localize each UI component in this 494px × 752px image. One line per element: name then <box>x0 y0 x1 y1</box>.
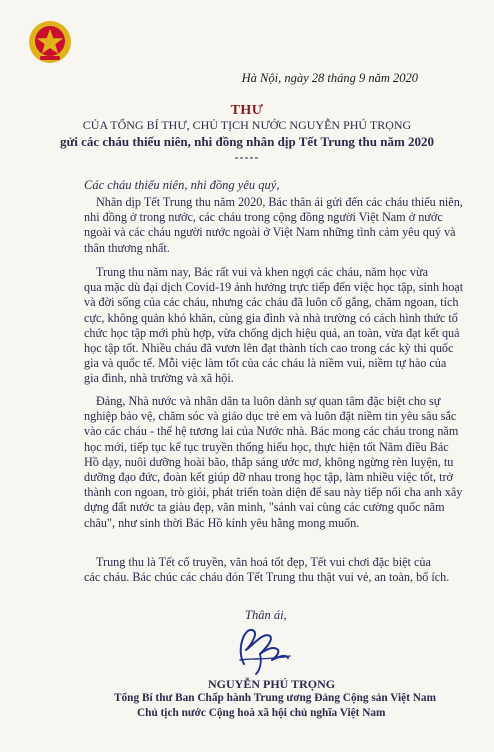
paragraph-line: ngoài và các cháu người nước ngoài ở Việt Nam những tình cảm yêu quý và <box>84 225 456 240</box>
national-emblem-icon <box>28 20 72 64</box>
paragraph-3 <box>84 394 463 531</box>
paragraph-line: Trung thu năm nay, Bác rất vui và khen ngợi các cháu, năm học vừa <box>96 265 428 279</box>
letter-subtitle-recipients: gửi các cháu thiếu niên, nhi đồng nhân dịp Tết Trung thu năm 2020 <box>59 134 435 149</box>
signer-name: NGUYỄN PHÚ TRỌNG <box>208 677 336 691</box>
paragraph-line: học tập tốt. Nhiều cháu đã vươn lên đạt thành tích cao trong các kỳ thi quốc <box>84 341 454 356</box>
paragraph-line: dựng đất nước ta giàu đẹp, văn minh, "sánh vai cùng các cường quốc năm <box>84 500 445 515</box>
letter-title: THƯ <box>230 103 264 118</box>
paragraph-line: chức học tập mới phù hợp, vừa chống dịch hiệu quả, an toàn, vừa đạt kết quả <box>84 325 460 340</box>
paragraph-line: Đảng, Nhà nước và nhân dân ta luôn dành sự quan tâm đặc biệt cho sự <box>96 394 441 408</box>
paragraph-4 <box>84 555 450 585</box>
letter-subtitle: CỦA TỔNG BÍ THƯ, CHỦ TỊCH NƯỚC NGUYỄN PHÚ TRỌNG <box>82 118 412 132</box>
salutation: Các cháu thiếu niên, nhi đồng yêu quý, <box>84 178 280 192</box>
paragraph-line: gia đình, nhà trường và xã hội. <box>84 371 234 386</box>
paragraph-line: và đời sống của các cháu, nhưng các cháu đã luôn cố gắng, chăm ngoan, tích <box>84 295 459 310</box>
paragraph-line: qua mặc dù đại dịch Covid-19 ảnh hưởng trực tiếp đến việc học tập, sinh hoạt <box>84 280 464 295</box>
title-divider: ----- <box>234 150 260 164</box>
closing: Thân ái, <box>245 608 287 622</box>
paragraph-line: Trung thu là Tết cổ truyền, văn hoá tốt đẹp, Tết vui chơi đặc biệt của <box>96 555 431 569</box>
paragraph-line: gia và quốc tế. Mỗi việc làm tốt của các cháu là niềm vui, niềm tự hào của <box>84 356 447 371</box>
paragraph-line: các cháu. Bác chúc các cháu đón Tết Trung thu thật vui vẻ, an toàn, bổ ích. <box>84 570 450 585</box>
signature <box>230 620 300 678</box>
paragraph-line: dưỡng đạo đức, đoàn kết giúp đỡ nhau trong học tập, làm nhiều việc tốt, trở <box>84 470 453 485</box>
paragraph-line: cực, không quản khó khăn, cùng gia đình và nhà trường có cách hình thức tổ <box>84 310 458 325</box>
signer-role-party: Tổng Bí thư Ban Chấp hành Trung ương Đảng Cộng sản Việt Nam <box>114 692 436 704</box>
letter-date: Hà Nội, ngày 28 tháng 9 năm 2020 <box>241 71 418 85</box>
paragraph-line: học mới, tiếp tục kế tục truyền thống hiếu học, thực hiện tốt Năm điều Bác <box>84 439 449 454</box>
paragraph-line: Hồ dạy, nuôi dưỡng hoài bão, thắp sáng ước mơ, không ngừng rèn luyện, tu <box>84 454 454 469</box>
paragraph-line: châu", như sinh thời Bác Hồ kính yêu hằng mong muốn. <box>84 515 360 530</box>
paragraph-line: Nhân dịp Tết Trung thu năm 2020, Bác thân ái gửi đến các cháu thiếu niên, <box>96 195 463 209</box>
signer-role-state: Chủ tịch nước Cộng hoà xã hội chủ nghĩa Việt Nam <box>137 707 386 719</box>
paragraph-line: vào các cháu - thế hệ tương lai của Nước nhà. Bác mong các cháu trong năm <box>84 424 459 439</box>
paragraph-line: thân thương nhất. <box>84 240 170 255</box>
paragraph-line: thành con ngoan, trò giỏi, phát triển toàn diện để sau này tiếp nối cha anh xây <box>84 485 463 500</box>
paragraph-1 <box>84 195 463 256</box>
paragraph-line: nghiệp bảo vệ, chăm sóc và giáo dục trẻ em và luôn đặt niềm tin yêu sâu sắc <box>84 409 457 424</box>
paragraph-line: nhi đồng ở trong nước, các cháu trong cộng đồng người Việt Nam ở nước <box>84 210 443 225</box>
paragraph-2 <box>84 265 464 387</box>
